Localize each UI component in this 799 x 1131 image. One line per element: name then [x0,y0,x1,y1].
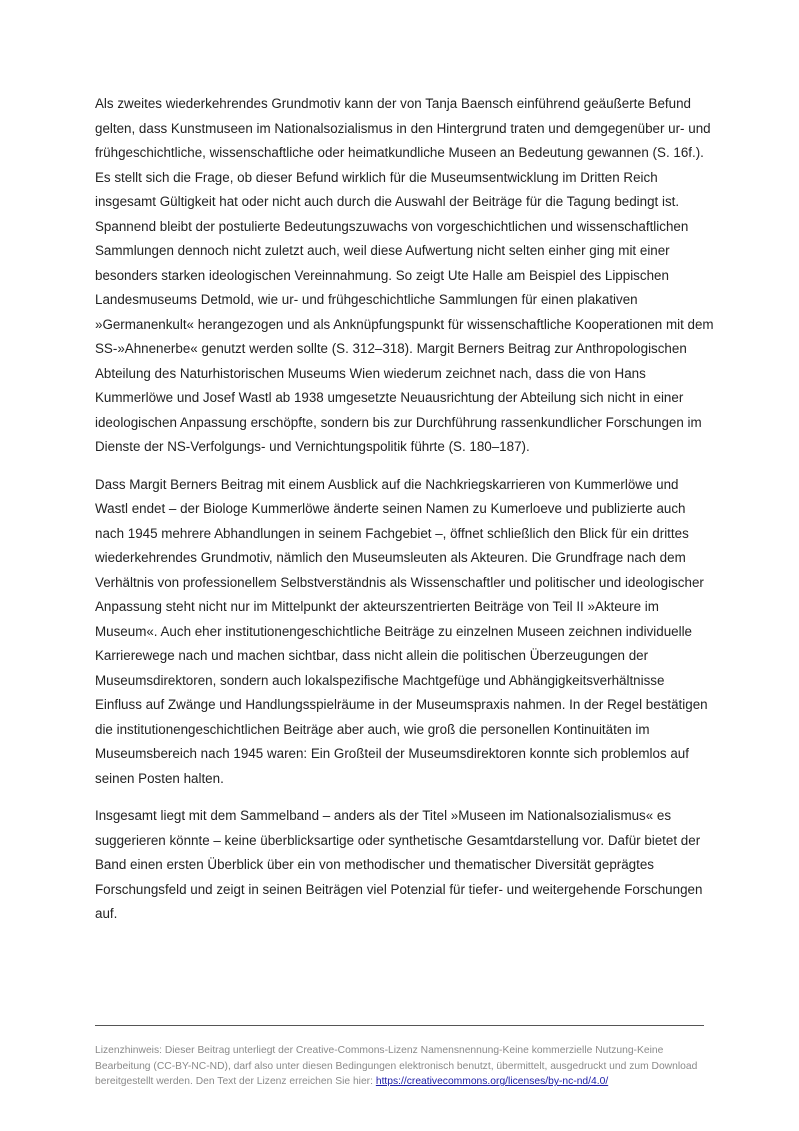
paragraph-grundmotiv-museen: Als zweites wiederkehrendes Grundmotiv kann der von Tanja Baensch einführend geäußerte Befund gelten, dass Kunstmuseen im Nationalsozialismus in den Hintergrund traten und demgegenüber ur- und frühgeschichtliche, wissenschaftliche oder heimatkundliche Museen an Bedeutung gewannen (S. 16f.). Es stellt sich die Frage, ob dieser Befund wirklich für die Museumsentwicklung im Dritten Reich insgesamt Gültigkeit hat oder nicht auch durch die Auswahl der Beiträge für die Tagung bedingt ist. Spannend bleibt der postulierte Bedeutungszuwachs von vorgeschichtlichen und wissenschaftlichen Sammlungen dennoch nicht zuletzt auch, weil diese Aufwertung nicht selten einher ging mit einer besonders starken ideologischen Vereinnahmung. So zeigt Ute Halle am Beispiel des Lippischen Landesmuseums Detmold, wie ur- und frühgeschichtliche Sammlungen für einen plakativen »Germanenkult« herangezogen und als Anknüpfungspunkt für wissenschaftliche Kooperationen mit dem SS-»Ahnenerbe« genutzt werden sollte (S. 312–318). Margit Berners Beitrag zur Anthropologischen Abteilung des Naturhistorischen Museums Wien wiederum zeichnet nach, dass die von Hans Kummerlöwe und Josef Wastl ab 1938 umgesetzte Neuausrichtung der Abteilung sich nicht in einer ideologischen Anpassung erschöpfte, sondern bis zur Durchführung rassenkundlicher Forschungen im Dienste der NS-Verfolgungs- und Vernichtungspolitik führte (S. 180–187). [95,96,714,454]
license-notice [95,1043,707,1090]
license-link[interactable]: https://creativecommons.org/licenses/by-nc-nd/4.0/ [375,1076,609,1088]
license-text: Lizenzhinweis: Dieser Beitrag unterliegt der Creative-Commons-Lizenz Namensnennung-Keine kommerzielle Nutzung-Keine Bearbeitung (CC-BY-NC-ND), darf also unter diesen Bedingungen elektronisch benutzt, übermittelt, ausgedruckt und zum Download bereitgestellt werden. Den Text der Lizenz erreichen Sie hier: [95,1045,698,1088]
paragraph-akteure: Dass Margit Berners Beitrag mit einem Ausblick auf die Nachkriegskarrieren von Kummerlöwe und Wastl endet – der Biologe Kummerlöwe änderte seinen Namen zu Kumerloeve und publizierte auch nach 1945 mehrere Abhandlungen in seinem Fachgebiet –, öffnet schließlich den Blick für ein drittes wiederkehrendes Grundmotiv, nämlich den Museumsleuten als Akteuren. Die Grundfrage nach dem Verhältnis von professionellem Selbstverständnis als Wissenschaftler und politischer und ideologischer Anpassung steht nicht nur im Mittelpunkt der akteurszentrierten Beiträge von Teil II »Akteure im Museum«. Auch eher institutionengeschichtliche Beiträge zu einzelnen Museen zeichnen individuelle Karrierewege nach und machen sichtbar, dass nicht allein die politischen Überzeugungen der Museumsdirektoren, sondern auch lokalspezifische Machtgefüge und Abhängigkeitsverhältnisse Einfluss auf Zwänge und Handlungsspielräume in der Museumspraxis nahmen. In der Regel bestätigen die institutionengeschichtlichen Beiträge aber auch, wie groß die personellen Kontinuitäten im Museumsbereich nach 1945 waren: Ein Großteil der Museumsdirektoren konnte sich problemlos auf seinen Posten halten. [95,476,708,786]
footer-divider [95,1025,704,1026]
article-body [95,92,715,940]
paragraph-fazit: Insgesamt liegt mit dem Sammelband – anders als der Titel »Museen im Nationalsozialismus« es suggerieren könnte – keine überblicksartige oder synthetische Gesamtdarstellung vor. Dafür bietet der Band einen ersten Überblick über ein von methodischer und thematischer Diversität geprägtes Forschungsfeld und zeigt in seinen Beiträgen viel Potenzial für tiefer- und weitergehende Forschungen auf. [95,808,703,921]
